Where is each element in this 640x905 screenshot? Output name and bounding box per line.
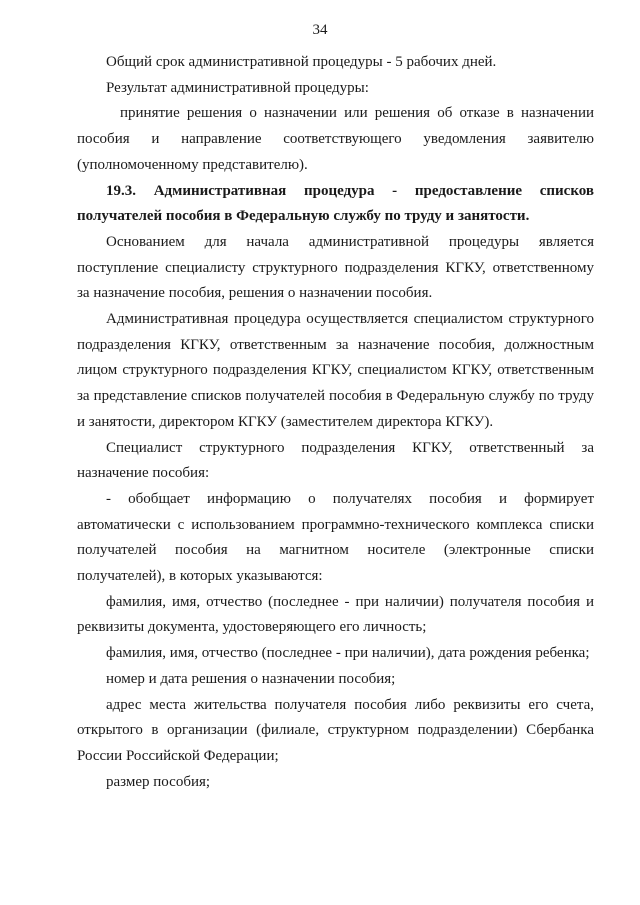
paragraph: номер и дата решения о назначении пособия; <box>106 670 396 687</box>
paragraph: Административная процедура осуществляется специалистом структурного подразделения КГКУ, ответственным за назначение пособия, должностным лицом структурного подразделения КГКУ, специалистом КГКУ, ответственным за представление списков получателей пособия в Федеральную службу по труду и занятости, директором КГКУ (заместителем директора КГКУ). <box>77 311 594 430</box>
paragraph: Специалист структурного подразделения КГКУ, ответственный за назначение пособия: <box>77 439 594 482</box>
paragraph: Основанием для начала административной процедуры является поступление специалисту структурного подразделения КГКУ, ответственному за назначение пособия, решения о назначении пособия. <box>77 233 594 302</box>
document-body <box>77 50 594 795</box>
paragraph: Общий срок административной процедуры - 5 рабочих дней. <box>106 54 497 70</box>
section-heading: 19.3. Административная процедура - предоставление списков получателей пособия в Федеральную службу по труду и занятости. <box>77 182 594 225</box>
page-number: 34 <box>312 22 328 38</box>
paragraph: принятие решения о назначении или решения об отказе в назначении пособия и направление соответствующего уведомления заявителю (уполномоченному представителю). <box>77 105 594 173</box>
list-paragraph: - обобщает информацию о получателях пособия и формирует автоматически с использованием программно-технического комплекса списки получателей пособия на магнитном носителе (электронные списки получателей), в которых указываются: <box>77 490 594 585</box>
paragraph: фамилия, имя, отчество (последнее - при наличии), дата рождения ребенка; <box>106 645 590 662</box>
paragraph: Результат административной процедуры: <box>106 79 369 96</box>
paragraph: фамилия, имя, отчество (последнее - при наличии) получателя пособия и реквизиты документа, удостоверяющего его личность; <box>77 593 594 636</box>
paragraph: размер пособия; <box>106 773 211 790</box>
paragraph: адрес места жительства получателя пособия либо реквизиты его счета, открытого в организации (филиале, структурном подразделении) Сбербанка России Российской Федерации; <box>77 696 594 764</box>
